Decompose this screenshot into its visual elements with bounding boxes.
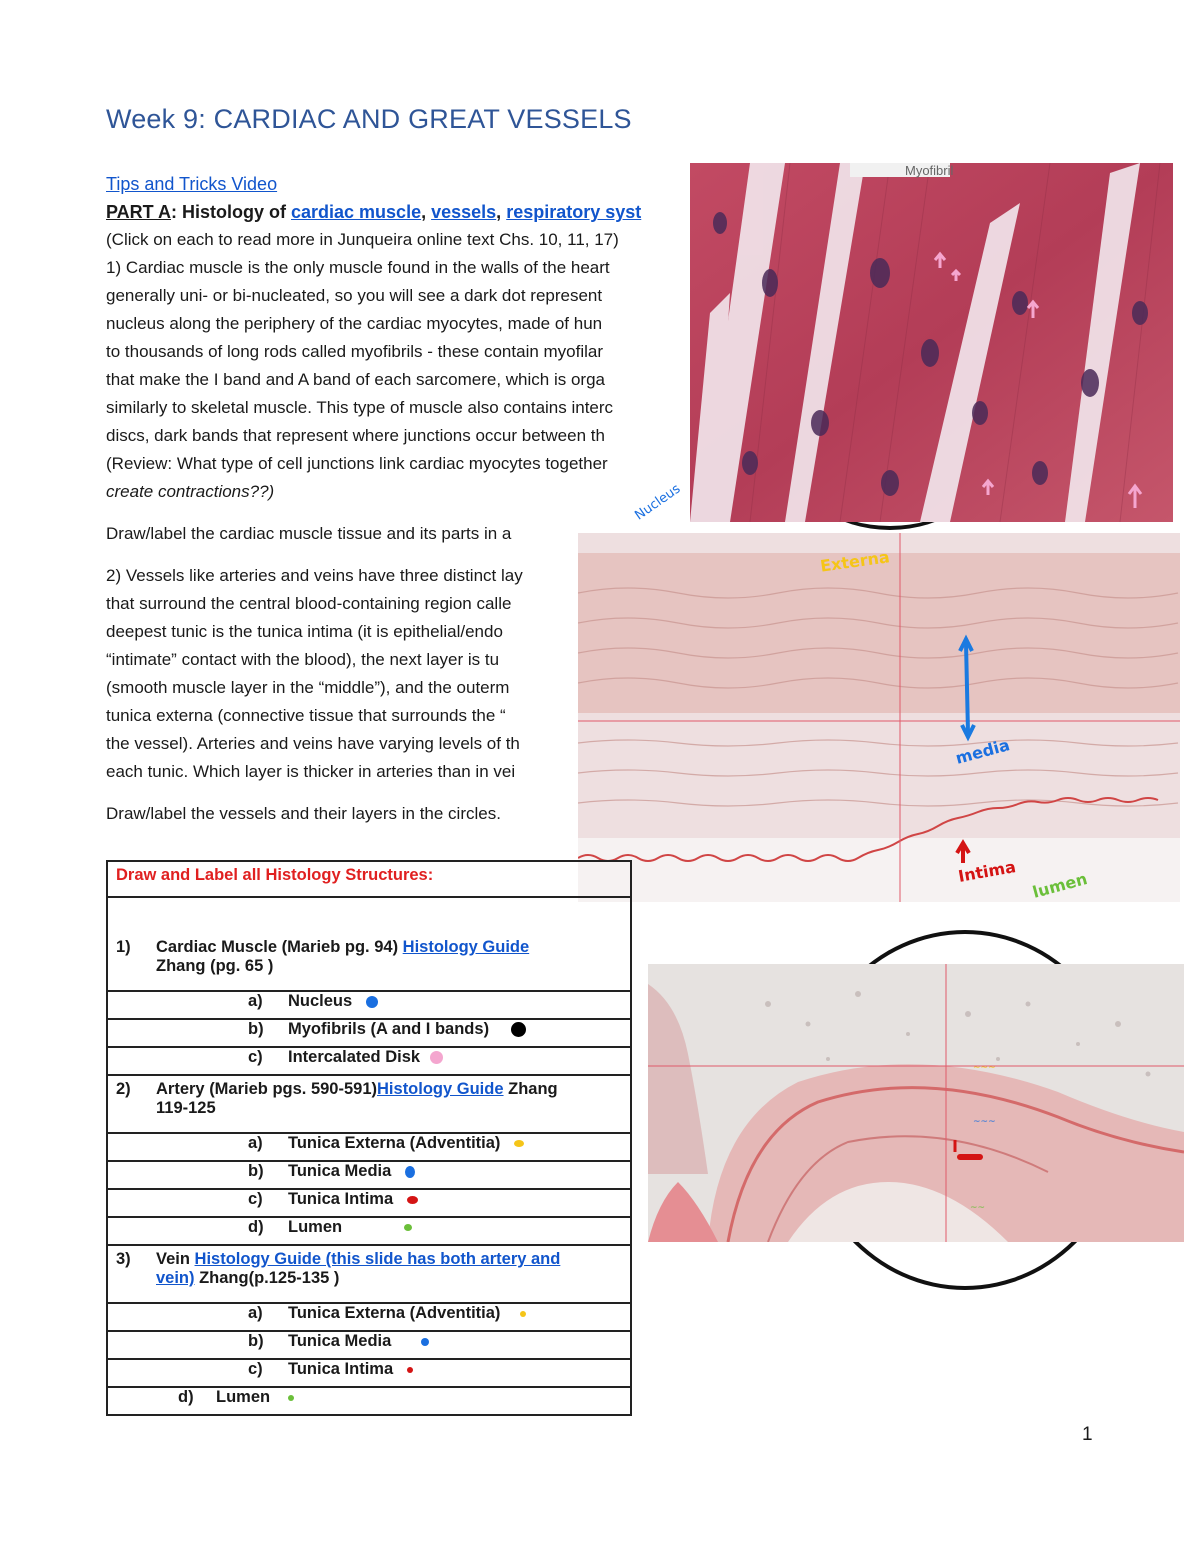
paragraph-line: tunica externa (connective tissue that surrounds the “ <box>106 706 506 725</box>
paragraph-line: (smooth muscle layer in the “middle”), and the outerm <box>106 678 510 697</box>
paragraph-line: create contractions??) <box>106 482 275 501</box>
table-row: b) Tunica Media <box>107 1161 631 1189</box>
table-row: d) Lumen <box>107 1217 631 1245</box>
tips-video-link[interactable]: Tips and Tricks Video <box>106 174 278 194</box>
vein-link[interactable]: vein) <box>156 1269 195 1287</box>
table-row: d) Lumen <box>107 1387 631 1415</box>
paragraph-line: that make the I band and A band of each sarcomere, which is orga <box>106 370 605 389</box>
pink-color-dot <box>430 1051 443 1064</box>
table-row: c) Tunica Intima <box>107 1359 631 1387</box>
paragraph-line: deepest tunic is the tunica intima (it is epithelial/endo <box>106 622 503 641</box>
table-header: Draw and Label all Histology Structures: <box>107 861 631 897</box>
table-row: b) Tunica Media <box>107 1331 631 1359</box>
paragraph-line: to thousands of long rods called myofibrils - these contain myofilar <box>106 342 604 361</box>
nucleus-handwritten-label: Nucleus <box>632 481 684 524</box>
artery-histology-guide-link[interactable]: Histology Guide <box>377 1080 504 1098</box>
table-row: b) Myofibrils (A and I bands) <box>107 1019 631 1047</box>
table-row: c) Tunica Intima <box>107 1189 631 1217</box>
paragraph-line: that surround the central blood-containing region calle <box>106 594 512 613</box>
blue-color-dot <box>366 996 378 1008</box>
table-row: a) Tunica Externa (Adventitia) <box>107 1303 631 1331</box>
paragraph-line: Draw/label the vessels and their layers in the circles. <box>106 804 501 823</box>
yellow-color-dot <box>520 1311 526 1317</box>
paragraph-line: discs, dark bands that represent where junctions occur between th <box>106 426 605 445</box>
svg-text:~~: ~~ <box>970 1203 986 1213</box>
table-section-vein: 3) Vein Histology Guide (this slide has both artery and vein) Zhang(p.125-135 ) <box>107 1245 631 1303</box>
paragraph-line: generally uni- or bi-nucleated, so you will see a dark dot represent <box>106 286 603 305</box>
black-color-dot <box>511 1022 526 1037</box>
vein-media-label: media <box>953 735 1012 768</box>
red-color-dot <box>407 1367 413 1373</box>
paragraph-line: similarly to skeletal muscle. This type of muscle also contains interc <box>106 398 614 417</box>
blue-color-dot <box>421 1338 429 1346</box>
histology-structures-table <box>106 860 632 1416</box>
svg-text:~~~: ~~~ <box>973 1063 996 1073</box>
cardiac-muscle-link[interactable]: cardiac muscle <box>291 202 422 222</box>
vein-externa-label: Externa <box>819 547 891 576</box>
paragraph-line: Draw/label the cardiac muscle tissue and its parts in a <box>106 524 512 543</box>
cardiac-muscle-photo <box>690 163 1173 522</box>
paragraph-line: (Click on each to read more in Junqueira online text Chs. 10, 11, 17) <box>106 230 619 249</box>
paragraph-line: 1) Cardiac muscle is the only muscle found in the walls of the heart <box>106 258 610 277</box>
green-color-dot <box>404 1224 412 1231</box>
table-row: a) Nucleus <box>107 991 631 1019</box>
table-row: c) Intercalated Disk <box>107 1047 631 1075</box>
paragraph-line: 2) Vessels like arteries and veins have three distinct lay <box>106 566 523 585</box>
vein-intima-label: Intima <box>956 857 1018 886</box>
paragraph-line: nucleus along the periphery of the cardiac myocytes, made of hun <box>106 314 603 333</box>
myofibril-label: Myofibril <box>905 163 954 178</box>
artery-photo <box>648 964 1184 1242</box>
cardiac-histology-guide-link[interactable]: Histology Guide <box>402 938 530 956</box>
table-row: a) Tunica Externa (Adventitia) <box>107 1133 631 1161</box>
paragraph-line: the vessel). Arteries and veins have varying levels of th <box>106 734 520 753</box>
paragraph-line: (Review: What type of cell junctions link cardiac myocytes together <box>106 454 608 473</box>
table-spacer <box>107 897 631 934</box>
table-section-cardiac: 1) Cardiac Muscle (Marieb pg. 94) Histology Guide Zhang (pg. 65 ) <box>107 934 631 991</box>
green-color-dot <box>288 1395 294 1401</box>
table-section-artery: 2) Artery (Marieb pgs. 590-591)Histology Guide Zhang 119-125 <box>107 1075 631 1133</box>
blue-color-dot <box>405 1166 415 1178</box>
part-a-heading: PART A: Histology of cardiac muscle, vessels, respiratory syst <box>106 202 642 222</box>
yellow-color-dot <box>514 1140 524 1147</box>
paragraph-line: each tunic. Which layer is thicker in arteries than in vei <box>106 762 516 781</box>
vein-histology-guide-link[interactable]: Histology Guide (this slide has both artery and <box>194 1250 561 1268</box>
red-color-dot <box>407 1196 418 1204</box>
vein-lumen-label: lumen <box>1030 869 1090 902</box>
vein-photo <box>578 533 1180 902</box>
respiratory-link[interactable]: respiratory syst <box>506 202 642 222</box>
vessels-link[interactable]: vessels <box>431 202 497 222</box>
svg-text:~~~: ~~~ <box>973 1117 996 1127</box>
page-number: 1 <box>1082 1424 1093 1445</box>
page-title: Week 9: CARDIAC AND GREAT VESSELS <box>106 104 632 134</box>
paragraph-line: “intimate” contact with the blood), the next layer is tu <box>106 650 500 669</box>
